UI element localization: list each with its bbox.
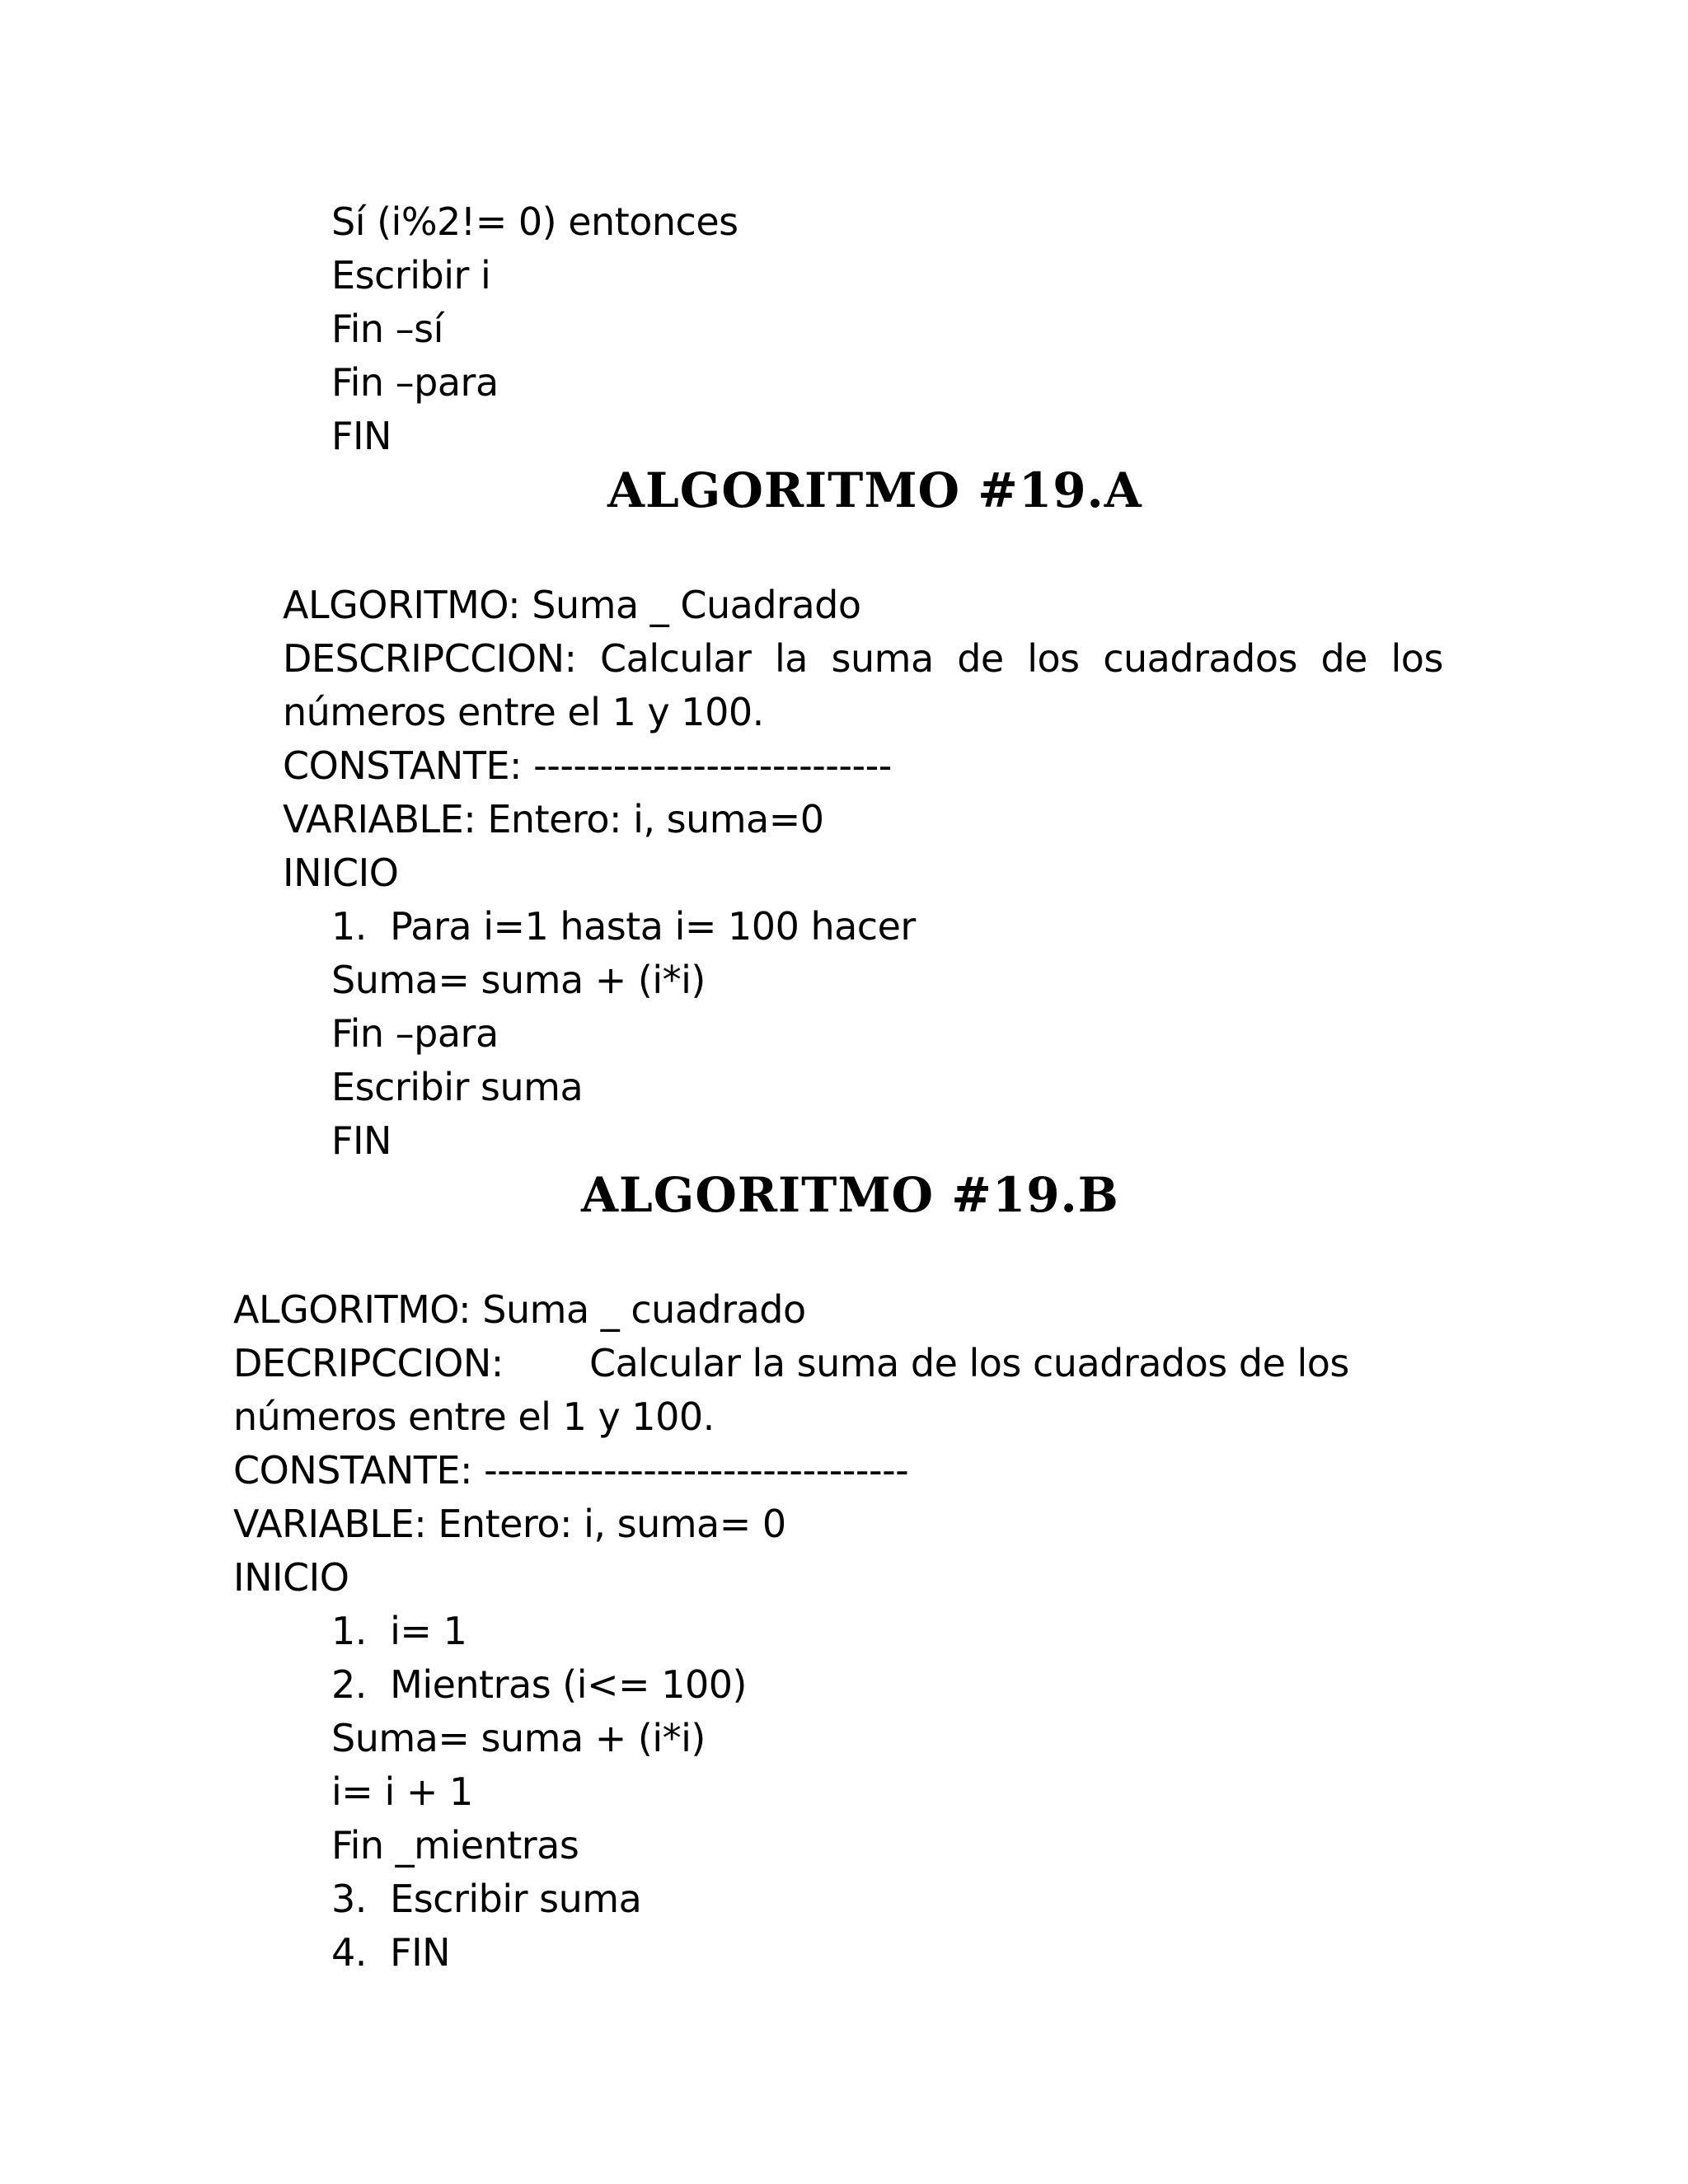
- algorithm-name: ALGORITMO: Suma _ Cuadrado: [283, 583, 861, 627]
- step-line: i= i + 1: [331, 1769, 473, 1814]
- description-continuation: números entre el 1 y 100.: [233, 1394, 715, 1439]
- step-line: 4. FIN: [331, 1930, 451, 1975]
- step-line: 1. Para i=1 hasta i= 100 hacer: [331, 904, 916, 949]
- code-line: Fin –sí: [331, 307, 443, 351]
- description-word: los: [1390, 636, 1443, 681]
- section-heading: ALGORITMO #19.A: [607, 462, 1142, 518]
- code-line: Fin –para: [331, 360, 499, 405]
- constant-line: CONSTANTE: ---------------------------: [283, 743, 892, 788]
- step-line: 1. i= 1: [331, 1609, 467, 1653]
- step-line: 3. Escribir suma: [331, 1877, 642, 1921]
- variable-line: VARIABLE: Entero: i, suma=0: [283, 797, 824, 841]
- description-word: la: [775, 636, 808, 681]
- description-text: Calcular la suma de los cuadrados de los: [589, 1341, 1349, 1385]
- description-continuation: números entre el 1 y 100.: [283, 690, 764, 734]
- description-word: de: [957, 636, 1004, 681]
- variable-line: VARIABLE: Entero: i, suma= 0: [233, 1502, 786, 1546]
- step-line: Fin _mientras: [331, 1823, 579, 1868]
- start-keyword: INICIO: [283, 851, 399, 895]
- step-line: 2. Mientras (i<= 100): [331, 1662, 747, 1707]
- algorithm-name: ALGORITMO: Suma _ cuadrado: [233, 1287, 806, 1332]
- code-line: Escribir i: [331, 253, 491, 298]
- description-word: suma: [831, 636, 934, 681]
- section-heading: ALGORITMO #19.B: [581, 1167, 1119, 1223]
- step-line: Fin –para: [331, 1011, 499, 1056]
- start-keyword: INICIO: [233, 1555, 349, 1600]
- description-word: los: [1027, 636, 1080, 681]
- description-word: cuadrados: [1103, 636, 1297, 681]
- code-line: FIN: [331, 414, 392, 458]
- step-line: Suma= suma + (i*i): [331, 1716, 706, 1760]
- step-line: Suma= suma + (i*i): [331, 958, 706, 1002]
- constant-line: CONSTANTE: --------------------------------: [233, 1448, 909, 1493]
- description-word: Calcular: [600, 636, 752, 681]
- description-word: de: [1320, 636, 1367, 681]
- step-line: Escribir suma: [331, 1065, 584, 1109]
- code-line: Sí (i%2!= 0) entonces: [331, 199, 738, 244]
- description-line: [283, 632, 1443, 686]
- description-label: DECRIPCCION:: [233, 1341, 504, 1385]
- description-word: DESCRIPCCION:: [283, 636, 577, 681]
- step-line: FIN: [331, 1118, 392, 1163]
